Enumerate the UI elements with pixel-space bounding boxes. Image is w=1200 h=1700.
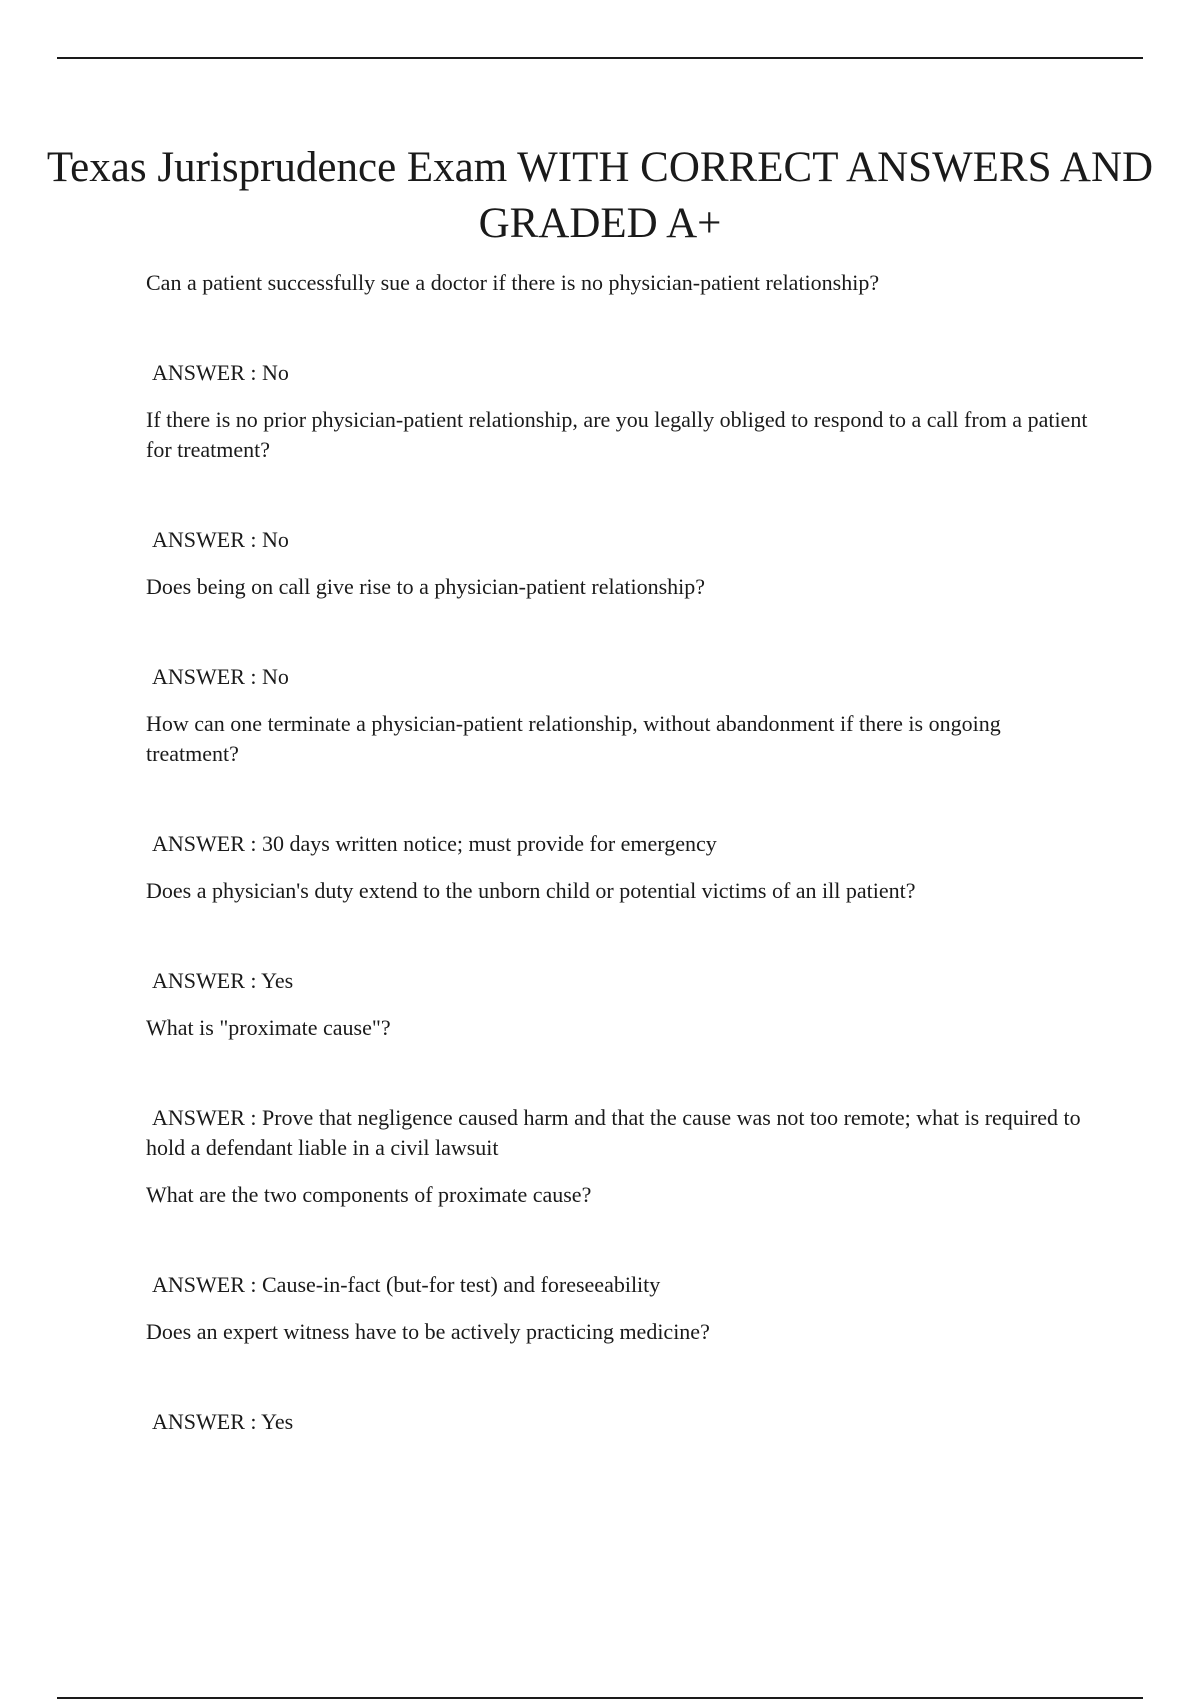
top-rule bbox=[57, 57, 1143, 59]
question-text: How can one terminate a physician-patient relationship, without abandonment if there is ongoing treatment? bbox=[146, 711, 1001, 766]
answer-text: ANSWER : 30 days written notice; must provide for emergency bbox=[152, 831, 717, 856]
question-text: Does being on call give rise to a physician-patient relationship? bbox=[146, 574, 706, 599]
question-text: What is "proximate cause"? bbox=[146, 1015, 391, 1040]
question-text: Does an expert witness have to be actively practicing medicine? bbox=[146, 1319, 710, 1344]
qa-item bbox=[146, 1013, 1091, 1163]
answer-text: ANSWER : Cause-in-fact (but-for test) and foreseeability bbox=[152, 1272, 661, 1297]
answer-text: ANSWER : Prove that negligence caused harm and that the cause was not too remote; what is required to hold a defendant liable in a civil lawsuit bbox=[146, 1105, 1081, 1160]
question-text: What are the two components of proximate cause? bbox=[146, 1182, 592, 1207]
document-title: Texas Jurisprudence Exam WITH CORRECT ANSWERS AND GRADED A+ bbox=[46, 144, 1154, 247]
answer-text: ANSWER : No bbox=[152, 360, 289, 385]
question-text: If there is no prior physician-patient relationship, are you legally obliged to respond to a call from a patient for treatment? bbox=[146, 407, 1088, 462]
bottom-rule bbox=[57, 1697, 1143, 1699]
qa-list bbox=[146, 268, 1091, 1437]
qa-item bbox=[146, 709, 1091, 859]
qa-item bbox=[146, 1180, 1091, 1300]
question-text: Does a physician's duty extend to the unborn child or potential victims of an ill patient? bbox=[146, 878, 916, 903]
question-text: Can a patient successfully sue a doctor if there is no physician-patient relationship? bbox=[146, 270, 880, 295]
qa-item bbox=[146, 405, 1091, 555]
answer-text: ANSWER : No bbox=[152, 527, 289, 552]
qa-item bbox=[146, 268, 1091, 388]
qa-item bbox=[146, 572, 1091, 692]
qa-item bbox=[146, 876, 1091, 996]
answer-text: ANSWER : Yes bbox=[152, 968, 294, 993]
answer-text: ANSWER : Yes bbox=[152, 1409, 294, 1434]
qa-item bbox=[146, 1317, 1091, 1437]
answer-text: ANSWER : No bbox=[152, 664, 289, 689]
